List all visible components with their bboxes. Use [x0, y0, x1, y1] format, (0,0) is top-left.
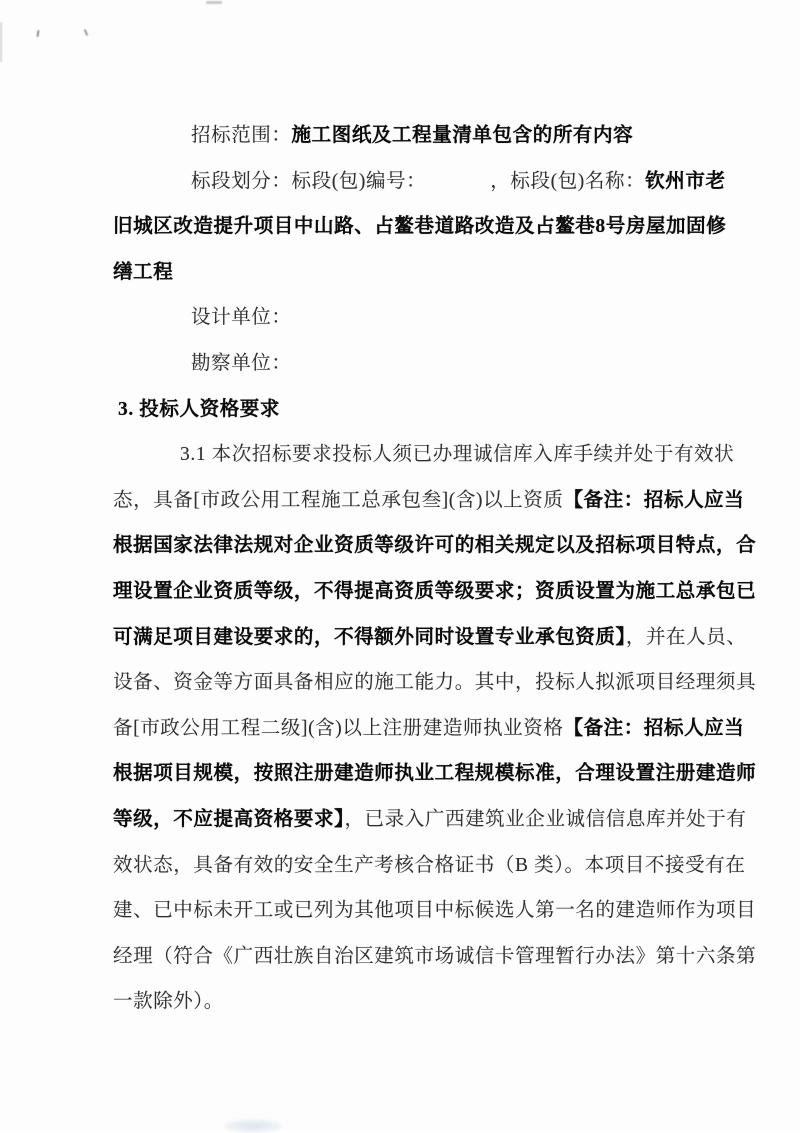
text-line: [113, 797, 747, 843]
text-run-bold: 【备注：招标人应当: [563, 489, 745, 511]
text-line: [113, 523, 757, 569]
text-run: 建、已中标未开工或已列为其他项目中标候选人第一名的建造师作为项目: [113, 900, 757, 922]
text-run-bold: 【备注：招标人应当: [563, 717, 745, 739]
text-line: [113, 615, 747, 661]
text-run: 态，具备[市政公用工程施工总承包叁](含)以上资质: [113, 489, 564, 511]
text-run: 经理（符合《广西壮族自治区建筑市场诚信卡管理暂行办法》第十六条第: [113, 945, 757, 967]
text-run: 招标范围：: [191, 125, 292, 146]
section-heading: [113, 387, 729, 433]
text-line: [113, 706, 745, 752]
text-run-bold: 旧城区改造提升项目中山路、占鳌巷道路改造及占鳌巷8号房屋加固修: [113, 216, 727, 238]
text-line: [113, 979, 729, 1025]
text-run: ，已录入广西建筑业企业诚信信息库并处于有: [344, 808, 747, 830]
text-line: [113, 432, 735, 478]
text-line: [113, 751, 757, 797]
scan-speck: [84, 29, 89, 36]
text-run: 3.1 本次招标要求投标人须已办理诚信库入库手续并处于有效状: [180, 444, 735, 466]
scan-artifact-edge: [0, 22, 2, 62]
text-line: [113, 113, 729, 159]
text-line: [113, 204, 729, 250]
text-run-bold: 3. 投标人资格要求: [118, 398, 281, 420]
text-run: 标段划分：标段(包)编号：: [191, 170, 427, 192]
text-run-bold: 等级，不应提高资格要求】: [113, 808, 345, 830]
text-line: [113, 888, 757, 934]
text-line: [113, 843, 746, 889]
text-line: [113, 250, 729, 296]
text-line: [113, 478, 745, 524]
text-run-bold: 根据项目规模，按照注册建造师执业工程规模标准，合理设置注册建造师: [113, 763, 757, 785]
text-line: [113, 660, 757, 706]
text-run-bold: 根据国家法律法规对企业资质等级许可的相关规定以及招标项目特点，合: [113, 535, 757, 557]
text-run: ，并在人员、: [625, 626, 747, 648]
text-line: [113, 569, 757, 615]
text-run-bold: 可满足项目建设要求的，不得额外同时设置专业承包资质】: [113, 626, 626, 648]
text-run-bold: 缮工程: [113, 261, 174, 283]
text-run: 备[市政公用工程二级](含)以上注册建造师执业资格: [113, 717, 564, 739]
text-run: 一款除外）。: [113, 991, 224, 1013]
document-body: [113, 113, 757, 1025]
text-run: 设计单位：: [191, 307, 292, 329]
text-run: 效状态，具备有效的安全生产考核合格证书（B 类）。本项目不接受有在: [113, 854, 746, 876]
scan-speck: [37, 30, 40, 37]
text-run: 勘察单位：: [191, 352, 292, 374]
text-run-bold: 钦州市老: [645, 170, 726, 192]
text-run-bold: 施工图纸及工程量清单包含的所有内容: [291, 125, 634, 146]
text-run-bold: 理设置企业资质等级，不得提高资质等级要求；资质设置为施工总承包已: [113, 580, 757, 602]
text-line: [113, 341, 729, 387]
scan-artifact-dash: [206, 1, 222, 4]
text-line: [113, 159, 729, 205]
text-run: 设备、资金等方面具备相应的施工能力。其中，投标人拟派项目经理须具: [113, 672, 757, 694]
text-line: [113, 934, 757, 980]
text-line: [113, 295, 729, 341]
text-run: ，标段(包)名称：: [490, 170, 646, 192]
